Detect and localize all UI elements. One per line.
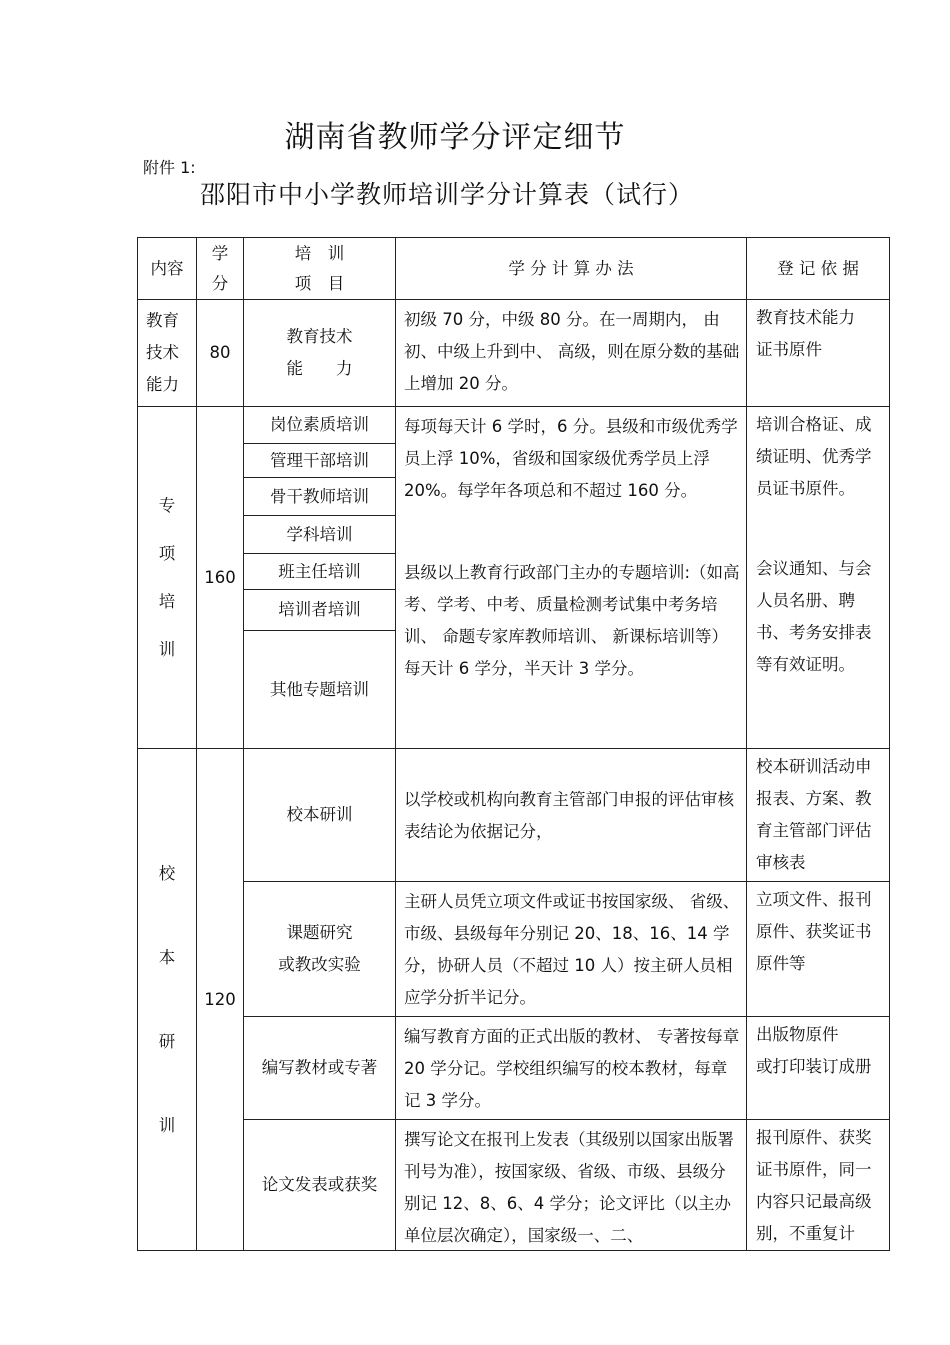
row-method: 编写教育方面的正式出版的教材、 专著按每章 20 学分记。学校组织编写的校本教材，每章记 3 学分。 — [396, 1017, 747, 1120]
row-basis-text: 报刊原件、获奖证书原件，同一内容只记最高级别，不重复计 — [756, 1128, 872, 1243]
row-project: 论文发表或获奖 — [244, 1120, 396, 1251]
row-content: 校 本 研 训 — [138, 749, 197, 1251]
table-row — [138, 300, 890, 407]
project-item: 培训者培训 — [244, 590, 396, 631]
row-method: 初级 70 分，中级 80 分。在一周期内， 由初、中级上升到中、 高级，则在原分数的基础上增加 20 分。 — [396, 300, 747, 407]
row-basis: 校本研训活动申报表、方案、教育主管部门评估审核表 — [747, 749, 890, 882]
row-basis: 教育技术能力 证书原件 — [747, 300, 890, 407]
table-row — [138, 407, 890, 444]
table-row — [138, 1017, 890, 1120]
project-item: 岗位素质培训 — [244, 407, 396, 444]
table-row — [138, 882, 890, 1017]
row-method: 主研人员凭立项文件或证书按国家级、 省级、市级、县级每年分别记 20、18、16、14 学分，协研人员（不超过 10 人）按主研人员相应学分折半记分。 — [396, 882, 747, 1017]
project-item: 其他专题培训 — [244, 631, 396, 749]
basis-part-a: 培训合格证、成绩证明、优秀学员证书原件。 — [756, 415, 872, 498]
basis-part-b: 会议通知、与会人员名册、聘书、考务安排表等有效证明。 — [756, 559, 872, 674]
row-basis — [747, 1120, 890, 1251]
header-content: 内容 — [138, 238, 197, 300]
method-part-a: 每项每天计 6 学时，6 分。县级和市级优秀学员上浮 10%，省级和国家级优秀学员上浮 20%。每学年各项总和不超过 160 分。 — [404, 417, 738, 500]
row-content: 专 项 培 训 — [138, 407, 197, 749]
header-project: 培 训 项 目 — [244, 238, 396, 300]
project-item: 学科培训 — [244, 516, 396, 554]
row-credit: 160 — [197, 407, 244, 749]
row-credit: 80 — [197, 300, 244, 407]
row-basis: 出版物原件 或打印装订成册 — [747, 1017, 890, 1120]
project-item: 班主任培训 — [244, 554, 396, 590]
row-project: 课题研究 或教改实验 — [244, 882, 396, 1017]
project-item: 管理干部培训 — [244, 444, 396, 478]
method-part-b: 县级以上教育行政部门主办的专题培训:（如高考、学考、中考、质量检测考试集中考务培训、 命题专家库教师培训、 新课标培训等）每天计 6 学分，半天计 3 学分。 — [404, 563, 740, 678]
header-method: 学 分 计 算 办 法 — [396, 238, 747, 300]
row-method — [396, 407, 747, 749]
row-method: 以学校或机构向教育主管部门申报的评估审核表结论为依据记分， — [396, 749, 747, 882]
document-title: 湖南省教师学分评定细节 — [284, 120, 626, 155]
row-method-text: 撰写论文在报刊上发表（其级别以国家出版署刊号为准），按国家级、省级、市级、县级分别记 12、8、6、4 学分；论文评比（以主办单位层次确定），国家级一、二、 — [404, 1130, 734, 1245]
header-credit: 学 分 — [197, 238, 244, 300]
row-basis — [747, 407, 890, 749]
row-method — [396, 1120, 747, 1251]
row-project: 校本研训 — [244, 749, 396, 882]
project-item: 骨干教师培训 — [244, 478, 396, 516]
header-row — [138, 238, 890, 300]
credit-table — [137, 237, 890, 1251]
attachment-label: 附件 1: — [143, 158, 196, 177]
header-basis: 登 记 依 据 — [747, 238, 890, 300]
table-subtitle: 邵阳市中小学教师培训学分计算表（试行） — [200, 180, 695, 209]
row-project: 教育技术 能 力 — [244, 300, 396, 407]
row-content: 教育 技术 能力 — [138, 300, 197, 407]
row-credit: 120 — [197, 749, 244, 1251]
table-row — [138, 749, 890, 882]
row-basis: 立项文件、报刊原件、获奖证书原件等 — [747, 882, 890, 1017]
row-project: 编写教材或专著 — [244, 1017, 396, 1120]
table-row — [138, 1120, 890, 1251]
